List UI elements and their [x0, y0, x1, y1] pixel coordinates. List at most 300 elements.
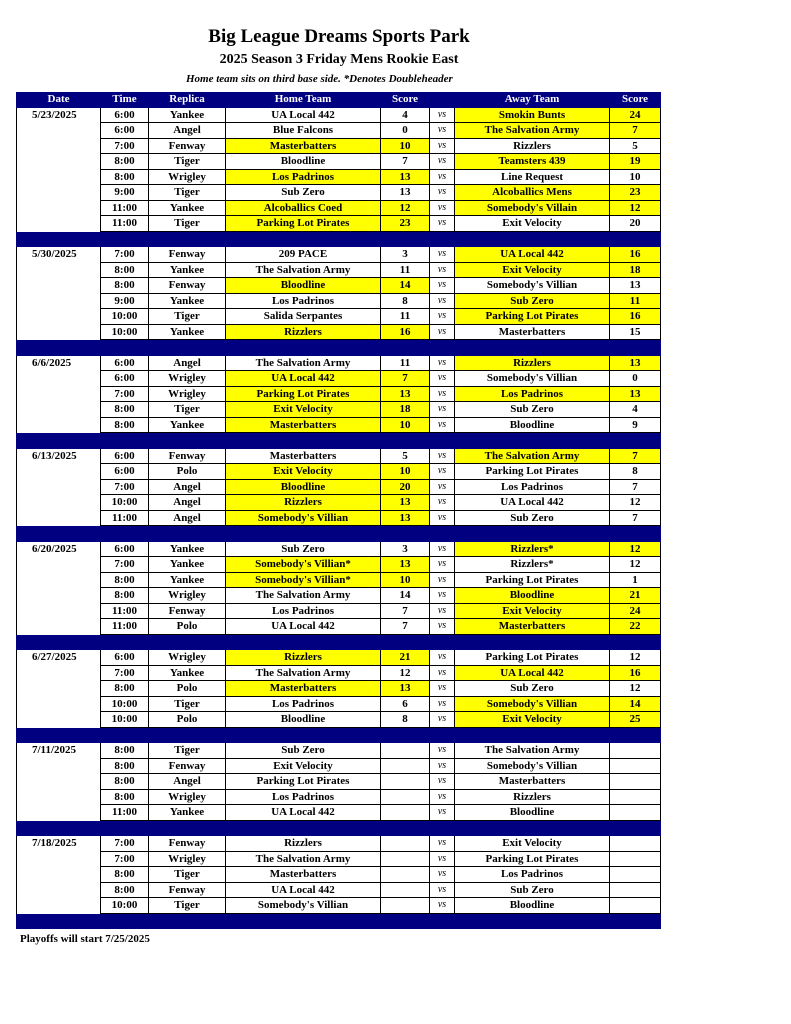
- separator-cell: [455, 913, 610, 929]
- separator-cell: [381, 433, 430, 449]
- away-team: Masterbatters: [455, 324, 610, 340]
- separator-cell: [101, 727, 149, 743]
- separator-cell: [610, 634, 661, 650]
- game-date: 7/18/2025: [17, 836, 101, 852]
- game-field: Yankee: [149, 107, 226, 123]
- home-score: 11: [381, 355, 430, 371]
- game-row: [17, 619, 661, 635]
- week-separator: [17, 231, 661, 247]
- away-score: [610, 743, 661, 759]
- vs-label: vs: [430, 650, 455, 666]
- game-field: Tiger: [149, 216, 226, 232]
- game-time: 6:00: [101, 650, 149, 666]
- away-score: 10: [610, 169, 661, 185]
- game-time: 7:00: [101, 557, 149, 573]
- game-date: 5/30/2025: [17, 247, 101, 263]
- away-score: [610, 774, 661, 790]
- separator-cell: [226, 820, 381, 836]
- separator-cell: [430, 727, 455, 743]
- game-time: 8:00: [101, 743, 149, 759]
- vs-label: vs: [430, 309, 455, 325]
- game-date: [17, 619, 101, 635]
- home-score: 13: [381, 681, 430, 697]
- game-row: [17, 371, 661, 387]
- away-score: [610, 867, 661, 883]
- game-row: [17, 603, 661, 619]
- game-date: [17, 603, 101, 619]
- game-row: [17, 758, 661, 774]
- game-row: [17, 650, 661, 666]
- game-field: Fenway: [149, 882, 226, 898]
- home-score: [381, 774, 430, 790]
- game-row: [17, 355, 661, 371]
- away-score: 7: [610, 123, 661, 139]
- vs-label: vs: [430, 154, 455, 170]
- home-team: Rizzlers: [226, 495, 381, 511]
- home-score: 14: [381, 278, 430, 294]
- game-date: [17, 867, 101, 883]
- game-time: 9:00: [101, 185, 149, 201]
- vs-label: vs: [430, 262, 455, 278]
- home-team: Bloodline: [226, 479, 381, 495]
- game-row: [17, 789, 661, 805]
- vs-label: vs: [430, 216, 455, 232]
- away-score: [610, 851, 661, 867]
- home-team: UA Local 442: [226, 619, 381, 635]
- game-time: 8:00: [101, 278, 149, 294]
- away-team: UA Local 442: [455, 247, 610, 263]
- game-date: [17, 712, 101, 728]
- game-field: Yankee: [149, 572, 226, 588]
- home-score: 5: [381, 448, 430, 464]
- vs-label: vs: [430, 278, 455, 294]
- separator-cell: [17, 634, 101, 650]
- game-date: [17, 882, 101, 898]
- separator-cell: [17, 727, 101, 743]
- game-date: [17, 665, 101, 681]
- game-date: [17, 696, 101, 712]
- game-time: 11:00: [101, 619, 149, 635]
- game-field: Polo: [149, 619, 226, 635]
- vs-label: vs: [430, 712, 455, 728]
- separator-cell: [430, 913, 455, 929]
- away-score: 11: [610, 293, 661, 309]
- game-row: [17, 495, 661, 511]
- separator-cell: [101, 913, 149, 929]
- away-score: 8: [610, 464, 661, 480]
- week-separator: [17, 433, 661, 449]
- game-field: Fenway: [149, 247, 226, 263]
- game-time: 7:00: [101, 851, 149, 867]
- vs-label: vs: [430, 619, 455, 635]
- away-team: Masterbatters: [455, 774, 610, 790]
- away-team: Sub Zero: [455, 510, 610, 526]
- game-field: Yankee: [149, 541, 226, 557]
- game-row: [17, 836, 661, 852]
- home-team: Masterbatters: [226, 867, 381, 883]
- away-team: Exit Velocity: [455, 712, 610, 728]
- game-time: 7:00: [101, 665, 149, 681]
- game-field: Fenway: [149, 278, 226, 294]
- vs-label: vs: [430, 293, 455, 309]
- away-score: 22: [610, 619, 661, 635]
- away-score: 23: [610, 185, 661, 201]
- away-score: 16: [610, 247, 661, 263]
- away-team: Masterbatters: [455, 619, 610, 635]
- away-score: [610, 898, 661, 914]
- separator-cell: [381, 526, 430, 542]
- game-time: 6:00: [101, 371, 149, 387]
- home-score: [381, 743, 430, 759]
- separator-cell: [149, 433, 226, 449]
- home-score: 13: [381, 386, 430, 402]
- game-date: [17, 417, 101, 433]
- away-team: Exit Velocity: [455, 216, 610, 232]
- game-time: 10:00: [101, 324, 149, 340]
- home-team: Rizzlers: [226, 650, 381, 666]
- away-team: Exit Velocity: [455, 603, 610, 619]
- game-field: Fenway: [149, 448, 226, 464]
- away-team: Parking Lot Pirates: [455, 851, 610, 867]
- game-row: [17, 247, 661, 263]
- game-field: Yankee: [149, 665, 226, 681]
- away-score: 15: [610, 324, 661, 340]
- game-row: [17, 696, 661, 712]
- vs-label: vs: [430, 200, 455, 216]
- away-score: 7: [610, 448, 661, 464]
- vs-label: vs: [430, 169, 455, 185]
- home-score: [381, 898, 430, 914]
- game-row: [17, 309, 661, 325]
- game-date: [17, 386, 101, 402]
- home-score: 7: [381, 619, 430, 635]
- home-score: [381, 789, 430, 805]
- vs-label: vs: [430, 758, 455, 774]
- game-row: [17, 774, 661, 790]
- game-row: [17, 464, 661, 480]
- vs-label: vs: [430, 789, 455, 805]
- away-score: 7: [610, 479, 661, 495]
- game-time: 11:00: [101, 805, 149, 821]
- away-score: [610, 758, 661, 774]
- game-row: [17, 510, 661, 526]
- game-date: 6/6/2025: [17, 355, 101, 371]
- game-date: 5/23/2025: [17, 107, 101, 123]
- game-time: 11:00: [101, 603, 149, 619]
- game-time: 6:00: [101, 448, 149, 464]
- home-score: [381, 758, 430, 774]
- game-field: Polo: [149, 681, 226, 697]
- home-team: Masterbatters: [226, 417, 381, 433]
- game-row: [17, 216, 661, 232]
- away-team: The Salvation Army: [455, 123, 610, 139]
- home-score: 13: [381, 510, 430, 526]
- separator-cell: [17, 820, 101, 836]
- away-team: UA Local 442: [455, 495, 610, 511]
- home-team: Rizzlers: [226, 324, 381, 340]
- game-date: [17, 805, 101, 821]
- table-header-row: [17, 92, 661, 107]
- separator-cell: [226, 340, 381, 356]
- game-field: Yankee: [149, 417, 226, 433]
- game-date: [17, 185, 101, 201]
- game-time: 9:00: [101, 293, 149, 309]
- away-score: 0: [610, 371, 661, 387]
- separator-cell: [430, 820, 455, 836]
- away-score: [610, 805, 661, 821]
- game-row: [17, 882, 661, 898]
- home-team: The Salvation Army: [226, 355, 381, 371]
- home-team: Exit Velocity: [226, 758, 381, 774]
- home-team: Rizzlers: [226, 836, 381, 852]
- away-team: Bloodline: [455, 898, 610, 914]
- game-row: [17, 324, 661, 340]
- vs-label: vs: [430, 510, 455, 526]
- game-date: [17, 278, 101, 294]
- separator-cell: [101, 340, 149, 356]
- game-field: Tiger: [149, 402, 226, 418]
- home-score: 8: [381, 293, 430, 309]
- separator-cell: [101, 634, 149, 650]
- home-score: 10: [381, 138, 430, 154]
- game-time: 11:00: [101, 216, 149, 232]
- game-date: [17, 510, 101, 526]
- home-score: 7: [381, 371, 430, 387]
- separator-cell: [226, 433, 381, 449]
- away-score: 18: [610, 262, 661, 278]
- away-score: 24: [610, 603, 661, 619]
- game-time: 8:00: [101, 417, 149, 433]
- game-date: [17, 154, 101, 170]
- vs-label: vs: [430, 541, 455, 557]
- away-score: 14: [610, 696, 661, 712]
- home-score: [381, 805, 430, 821]
- home-team: Somebody's Villian*: [226, 557, 381, 573]
- vs-label: vs: [430, 774, 455, 790]
- home-score: 11: [381, 262, 430, 278]
- separator-cell: [149, 913, 226, 929]
- away-team: Parking Lot Pirates: [455, 572, 610, 588]
- game-field: Wrigley: [149, 169, 226, 185]
- home-team: Sub Zero: [226, 743, 381, 759]
- away-score: 13: [610, 355, 661, 371]
- separator-cell: [226, 231, 381, 247]
- vs-label: vs: [430, 572, 455, 588]
- home-team: Parking Lot Pirates: [226, 386, 381, 402]
- home-score: 12: [381, 200, 430, 216]
- home-team: Sub Zero: [226, 185, 381, 201]
- away-score: 9: [610, 417, 661, 433]
- away-team: Sub Zero: [455, 293, 610, 309]
- away-score: 12: [610, 200, 661, 216]
- col-header-away-team: Away Team: [455, 92, 610, 107]
- game-time: 10:00: [101, 712, 149, 728]
- game-time: 10:00: [101, 696, 149, 712]
- game-time: 8:00: [101, 867, 149, 883]
- vs-label: vs: [430, 898, 455, 914]
- game-field: Fenway: [149, 758, 226, 774]
- game-row: [17, 417, 661, 433]
- home-team: 209 PACE: [226, 247, 381, 263]
- separator-cell: [430, 634, 455, 650]
- schedule-body: [17, 107, 661, 929]
- game-field: Yankee: [149, 293, 226, 309]
- game-row: [17, 805, 661, 821]
- away-score: 13: [610, 278, 661, 294]
- game-row: [17, 572, 661, 588]
- home-score: 18: [381, 402, 430, 418]
- separator-cell: [430, 526, 455, 542]
- away-score: 1: [610, 572, 661, 588]
- game-date: [17, 309, 101, 325]
- game-time: 10:00: [101, 495, 149, 511]
- away-team: Sub Zero: [455, 681, 610, 697]
- home-team: Masterbatters: [226, 448, 381, 464]
- separator-cell: [455, 820, 610, 836]
- home-team: Exit Velocity: [226, 402, 381, 418]
- game-date: [17, 681, 101, 697]
- game-time: 7:00: [101, 138, 149, 154]
- separator-cell: [149, 634, 226, 650]
- game-time: 8:00: [101, 262, 149, 278]
- game-row: [17, 123, 661, 139]
- home-score: 13: [381, 169, 430, 185]
- game-date: 6/27/2025: [17, 650, 101, 666]
- away-team: Exit Velocity: [455, 836, 610, 852]
- game-field: Angel: [149, 479, 226, 495]
- home-score: 10: [381, 572, 430, 588]
- game-field: Yankee: [149, 324, 226, 340]
- game-time: 6:00: [101, 355, 149, 371]
- game-field: Wrigley: [149, 371, 226, 387]
- game-time: 8:00: [101, 169, 149, 185]
- game-row: [17, 107, 661, 123]
- game-row: [17, 262, 661, 278]
- game-field: Angel: [149, 123, 226, 139]
- game-row: [17, 154, 661, 170]
- home-team: Masterbatters: [226, 138, 381, 154]
- game-field: Tiger: [149, 898, 226, 914]
- home-team: Los Padrinos: [226, 293, 381, 309]
- home-team: UA Local 442: [226, 805, 381, 821]
- separator-cell: [455, 634, 610, 650]
- game-field: Wrigley: [149, 789, 226, 805]
- game-date: [17, 138, 101, 154]
- home-team: Bloodline: [226, 154, 381, 170]
- separator-cell: [381, 727, 430, 743]
- home-score: 0: [381, 123, 430, 139]
- home-score: 6: [381, 696, 430, 712]
- separator-cell: [455, 727, 610, 743]
- game-time: 8:00: [101, 572, 149, 588]
- separator-cell: [430, 231, 455, 247]
- home-team: Parking Lot Pirates: [226, 216, 381, 232]
- vs-label: vs: [430, 882, 455, 898]
- home-score: 4: [381, 107, 430, 123]
- game-date: [17, 371, 101, 387]
- vs-label: vs: [430, 665, 455, 681]
- game-row: [17, 851, 661, 867]
- game-time: 7:00: [101, 247, 149, 263]
- home-team: Sub Zero: [226, 541, 381, 557]
- game-row: [17, 541, 661, 557]
- away-team: Somebody's Villain: [455, 200, 610, 216]
- game-time: 6:00: [101, 541, 149, 557]
- separator-cell: [455, 526, 610, 542]
- week-separator: [17, 727, 661, 743]
- vs-label: vs: [430, 402, 455, 418]
- home-team: Masterbatters: [226, 681, 381, 697]
- away-team: Sub Zero: [455, 882, 610, 898]
- game-field: Tiger: [149, 154, 226, 170]
- away-team: Smokin Bunts: [455, 107, 610, 123]
- separator-cell: [381, 231, 430, 247]
- home-team: Salida Serpantes: [226, 309, 381, 325]
- vs-label: vs: [430, 417, 455, 433]
- col-header-away-score: Score: [610, 92, 661, 107]
- home-score: [381, 836, 430, 852]
- vs-label: vs: [430, 355, 455, 371]
- game-time: 8:00: [101, 774, 149, 790]
- game-field: Yankee: [149, 557, 226, 573]
- separator-cell: [101, 526, 149, 542]
- away-team: Somebody's Villian: [455, 278, 610, 294]
- game-row: [17, 185, 661, 201]
- separator-cell: [610, 820, 661, 836]
- separator-cell: [455, 340, 610, 356]
- vs-label: vs: [430, 247, 455, 263]
- away-score: 12: [610, 541, 661, 557]
- home-score: 8: [381, 712, 430, 728]
- game-field: Yankee: [149, 805, 226, 821]
- game-date: [17, 758, 101, 774]
- away-team: Los Padrinos: [455, 867, 610, 883]
- away-score: 12: [610, 557, 661, 573]
- col-header-time: Time: [101, 92, 149, 107]
- game-field: Angel: [149, 774, 226, 790]
- separator-cell: [17, 433, 101, 449]
- game-time: 8:00: [101, 758, 149, 774]
- home-score: [381, 851, 430, 867]
- away-team: The Salvation Army: [455, 448, 610, 464]
- col-header-date: Date: [17, 92, 101, 107]
- vs-label: vs: [430, 588, 455, 604]
- game-date: [17, 774, 101, 790]
- home-team: Parking Lot Pirates: [226, 774, 381, 790]
- away-team: The Salvation Army: [455, 743, 610, 759]
- vs-label: vs: [430, 138, 455, 154]
- game-row: [17, 867, 661, 883]
- game-field: Tiger: [149, 185, 226, 201]
- separator-cell: [455, 433, 610, 449]
- game-time: 6:00: [101, 123, 149, 139]
- game-row: [17, 681, 661, 697]
- away-team: Somebody's Villian: [455, 758, 610, 774]
- separator-cell: [17, 340, 101, 356]
- game-row: [17, 278, 661, 294]
- vs-label: vs: [430, 696, 455, 712]
- game-row: [17, 386, 661, 402]
- away-team: Bloodline: [455, 805, 610, 821]
- home-score: 7: [381, 154, 430, 170]
- home-score: 7: [381, 603, 430, 619]
- game-date: [17, 293, 101, 309]
- vs-label: vs: [430, 836, 455, 852]
- separator-cell: [381, 340, 430, 356]
- game-field: Wrigley: [149, 386, 226, 402]
- separator-cell: [610, 433, 661, 449]
- game-time: 8:00: [101, 882, 149, 898]
